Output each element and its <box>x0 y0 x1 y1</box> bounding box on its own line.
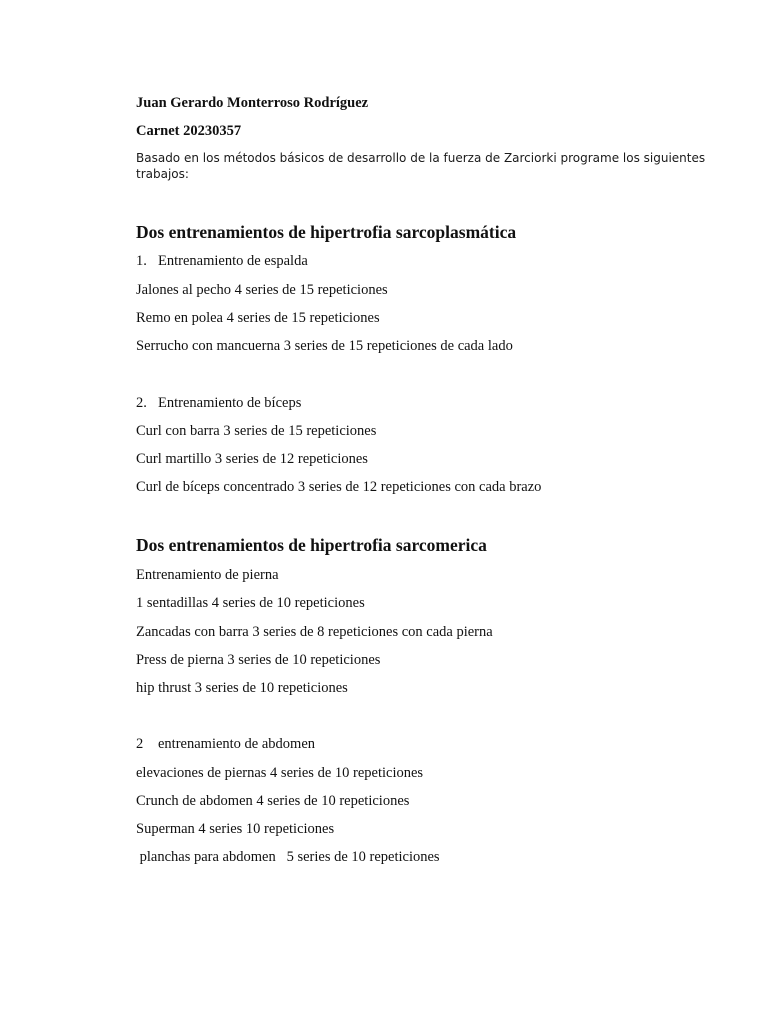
workout-title-pierna: Entrenamiento de pierna <box>136 567 279 583</box>
exercise-item: hip thrust 3 series de 10 repeticiones <box>136 680 348 696</box>
exercise-item: Jalones al pecho 4 series de 15 repeticiones <box>136 282 388 298</box>
list-title: entrenamiento de abdomen <box>158 736 316 752</box>
exercise-item: Curl de bíceps concentrado 3 series de 12 repeticiones con cada brazo <box>136 479 542 495</box>
exercise-item: Crunch de abdomen 4 series de 10 repeticiones <box>136 793 410 809</box>
intro-line-1: Basado en los métodos básicos de desarrollo de la fuerza de Zarciorki programe los siguientes <box>136 151 706 165</box>
exercise-item: Curl con barra 3 series de 15 repeticiones <box>136 423 377 439</box>
author-name: Juan Gerardo Monterroso Rodríguez <box>136 95 369 111</box>
exercise-item: Press de pierna 3 series de 10 repeticiones <box>136 652 381 668</box>
carnet-number: Carnet 20230357 <box>136 123 242 139</box>
exercise-item: 1 sentadillas 4 series de 10 repeticiones <box>136 595 365 611</box>
exercise-item: Superman 4 series 10 repeticiones <box>136 821 335 837</box>
exercise-item: planchas para abdomen 5 series de 10 repeticiones <box>136 849 440 865</box>
workout-title-abdomen <box>136 735 315 753</box>
list-number: 1. <box>136 253 147 269</box>
exercise-item: Zancadas con barra 3 series de 8 repeticiones con cada pierna <box>136 624 493 640</box>
list-title: Entrenamiento de bíceps <box>158 395 302 411</box>
exercise-item: elevaciones de piernas 4 series de 10 repeticiones <box>136 765 424 781</box>
workout-title-espalda <box>136 252 308 270</box>
section-heading-sarcoplasmatica: Dos entrenamientos de hipertrofia sarcoplasmática <box>136 222 517 242</box>
workout-title-biceps <box>136 394 301 412</box>
intro-line-2: trabajos: <box>136 167 189 181</box>
list-number: 2 <box>136 736 144 752</box>
section-heading-sarcomerica: Dos entrenamientos de hipertrofia sarcomerica <box>136 535 487 555</box>
list-number: 2. <box>136 395 147 411</box>
list-title: Entrenamiento de espalda <box>158 253 308 269</box>
exercise-item: Serrucho con mancuerna 3 series de 15 repeticiones de cada lado <box>136 338 513 354</box>
exercise-item: Remo en polea 4 series de 15 repeticiones <box>136 310 380 326</box>
exercise-item: Curl martillo 3 series de 12 repeticiones <box>136 451 368 467</box>
